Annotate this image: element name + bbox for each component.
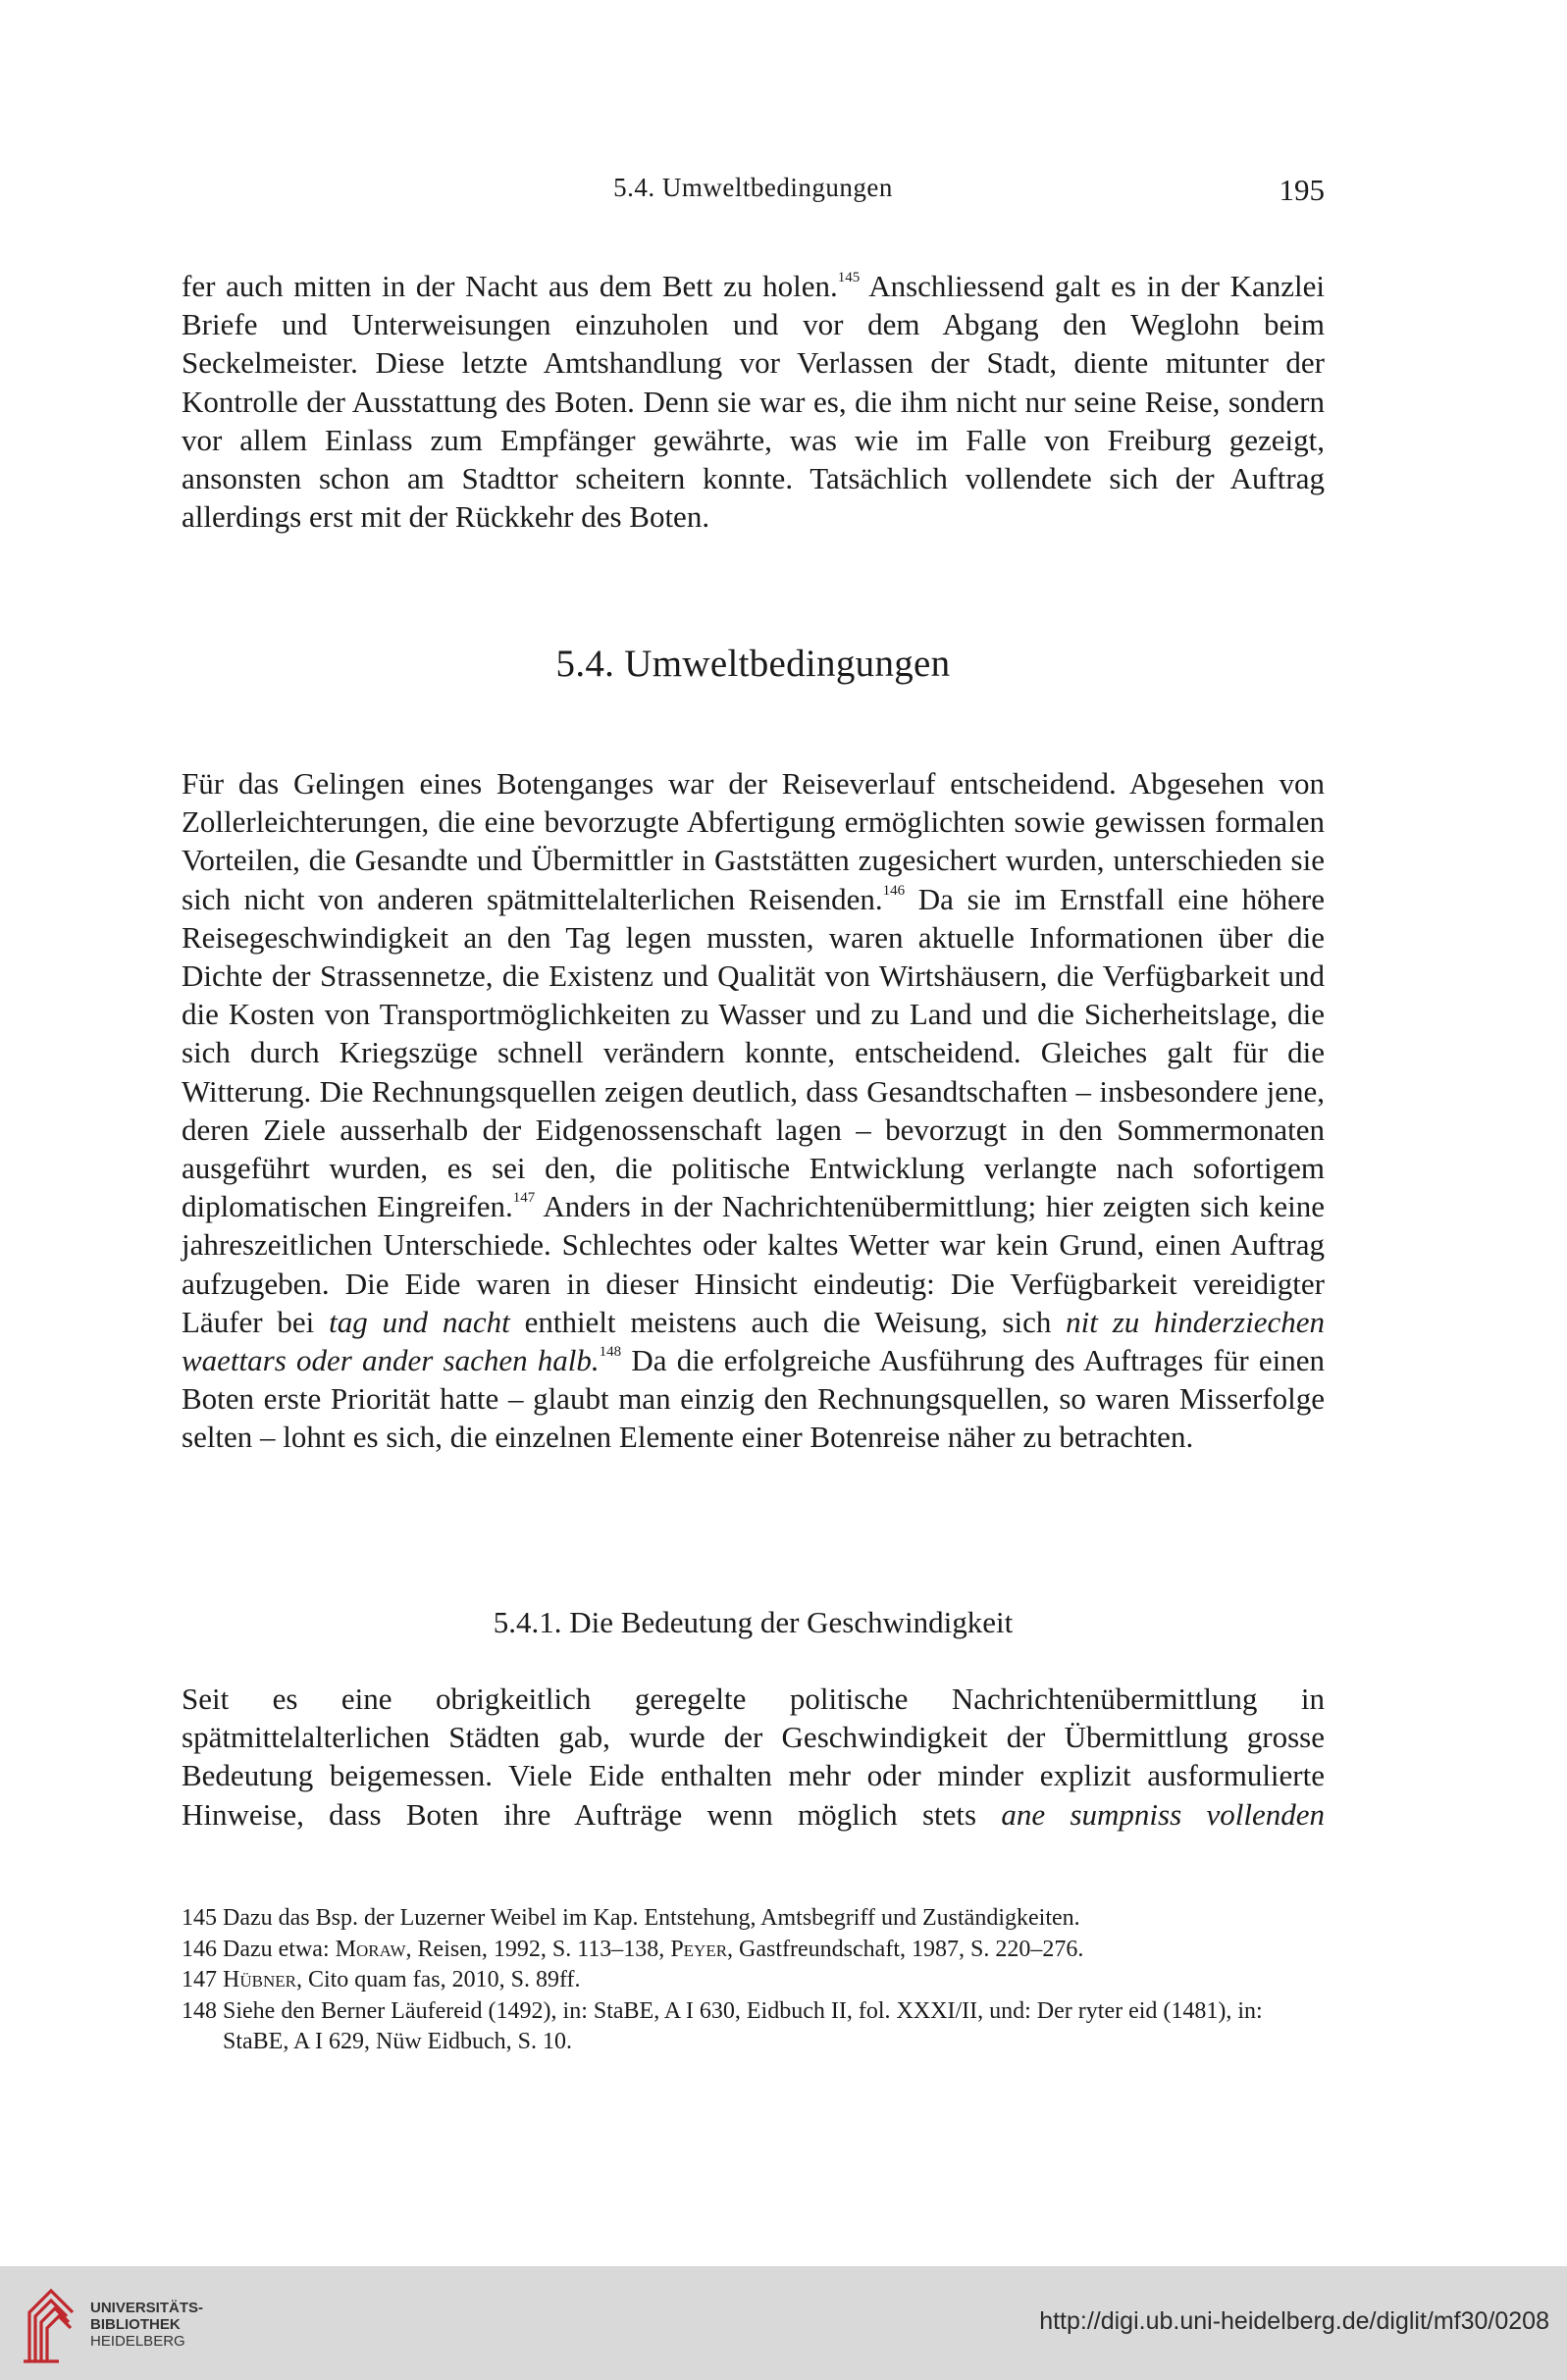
library-name-line: BIBLIOTHEK (90, 2316, 181, 2333)
section-heading: 5.4. Umweltbedingungen (555, 643, 951, 685)
running-head (182, 173, 1325, 212)
paragraph-subsection (182, 1680, 1325, 1834)
footnote-146 (182, 1935, 1325, 1966)
footnote-147 (182, 1965, 1325, 1996)
text-run: Da sie im Ernstfall eine höhere Reisegeschwindigkeit an den Tag legen mussten, waren aktuelle Informationen über die Dichte der Strassennetze, die Existenz und Qualität von Wirtshäusern, die Verfügbarkeit und die Kosten von Transportmöglichkeiten zu Wasser und zu Land und die Sicherheitslage, die sich durch Kriegszüge schnell verändern konnte, entscheidend. Gleiches galt für die Witterung. Die Rechnungsquellen zeigen deutlich, dass Gesandtschaften – insbesondere jene, deren Ziele ausserhalb der Eidgenossenschaft lagen – bevorzugt in den Sommermonaten ausgeführt wurden, es sei den, die politische Entwicklung verlangte nach sofortigem diplomatischen Eingreifen. (182, 881, 1325, 1224)
paragraph-continued (182, 267, 1325, 536)
footnote-148: 148 Siehe den Berner Läufereid (1492), in: StaBE, A I 630, Eidbuch II, fol. XXXI/II, und: Der ryter eid (1481), in: StaBE, A I 629, Nüw Eidbuch, S. 10. (182, 1997, 1263, 2054)
footnote-text: , Gastfreundschaft, 1987, S. 220–276. (727, 1936, 1084, 1962)
footnote-ref-145[interactable]: 145 (837, 270, 861, 285)
italic-quote: tag und nacht (329, 1304, 510, 1339)
paragraph-main (182, 764, 1325, 1457)
footnote-ref-148[interactable]: 148 (599, 1344, 622, 1361)
italic-quote: ane sumpniss vollenden (1001, 1796, 1325, 1832)
text-run: Anschliessend galt es in der Kanzlei Briefe und Unterweisungen einzuholen und vor dem Abgang den Weglohn beim Seckelmeister. Diese letzte Amtshandlung vor Verlassen der Stadt, diente mitunter der Kontrolle der Ausstattung des Boten. Denn sie war es, die ihm nicht nur seine Reise, sondern vor allem Einlass zum Empfänger gewährte, was wie im Falle von Freiburg gezeigt, ansonsten schon am Stadttor scheitern konnte. Tatsächlich vollendete sich der Auftrag allerdings erst mit der Rückkehr des Boten. (182, 269, 1325, 535)
footnote-ref-147[interactable]: 147 (512, 1190, 536, 1207)
italic-quote: nit zu hinderziechen waettars oder ander sachen halb. (182, 1304, 1325, 1378)
library-logo-icon (18, 2283, 80, 2365)
author-name: Moraw (335, 1936, 406, 1962)
footnote-145: 145 Dazu das Bsp. der Luzerner Weibel im Kap. Entstehung, Amtsbegriff und Zuständigkeiten. (182, 1905, 1080, 1931)
text-run: Für das Gelingen eines Botenganges war der Reiseverlauf entscheidend. Abgesehen von Zollerleichterungen, die eine bevorzugte Abfertigung ermöglichten sowie gewissen formalen Vorteilen, die Gesandte und Übermittler in Gaststätten zugesichert wurden, unterschieden sie sich nicht von anderen spätmittelalterlichen Reisenden. (182, 766, 1325, 916)
library-name-line: UNIVERSITÄTS- (90, 2300, 204, 2316)
library-name-line: HEIDELBERG (90, 2333, 185, 2350)
text-run: fer auch mitten in der Nacht aus dem Bett zu holen. (182, 269, 838, 303)
text-run: Seit es eine obrigkeitlich geregelte politische Nachrichtenübermittlung in spätmittelalterlichen Städten gab, wurde der Geschwindigkeit der Übermittlung grosse Bedeutung beigemessen. Viele Eide enthalten mehr oder minder explizit ausformulierte Hinweise, dass Boten ihre Aufträge wenn möglich stets (182, 1682, 1325, 1832)
footnotes (182, 1903, 1325, 2058)
text-run: Da die erfolgreiche Ausführung des Auftrages für einen Boten erste Priorität hatte – glaubt man einzig den Rechnungsquellen, so waren Misserfolge selten – lohnt es sich, die einzelnen Elemente einer Botenreise näher zu betrachten. (182, 1343, 1325, 1455)
footnote-text: , Cito quam fas, 2010, S. 89ff. (295, 1967, 581, 1992)
author-name: Peyer (670, 1936, 728, 1962)
text-run: enthielt meistens auch die Weisung, sich (509, 1304, 1067, 1339)
footnote-text: , Reisen, 1992, S. 113–138, (405, 1936, 671, 1962)
footer-bar (0, 2266, 1567, 2380)
footnote-text: 146 Dazu etwa: (182, 1936, 336, 1962)
page-number: 195 (1279, 173, 1325, 207)
source-url-link[interactable]: http://digi.ub.uni-heidelberg.de/diglit/mf30/0208 (1039, 2307, 1549, 2335)
running-title: 5.4. Umweltbedingungen (613, 173, 893, 202)
author-name: Hübner (223, 1967, 296, 1992)
footnote-text: 147 (182, 1967, 223, 1992)
text-run: Anders in der Nachrichtenübermittlung; hier zeigten sich keine jahreszeitlichen Unterschiede. Schlechtes oder kaltes Wetter war kein Grund, einen Auftrag aufzugeben. Die Eide waren in dieser Hinsicht eindeutig: Die Verfügbarkeit vereidigter Läufer bei (182, 1189, 1325, 1339)
subsection-heading: 5.4.1. Die Bedeutung der Geschwindigkeit (493, 1605, 1014, 1639)
footnote-ref-146[interactable]: 146 (882, 882, 906, 899)
library-name (90, 2300, 203, 2350)
